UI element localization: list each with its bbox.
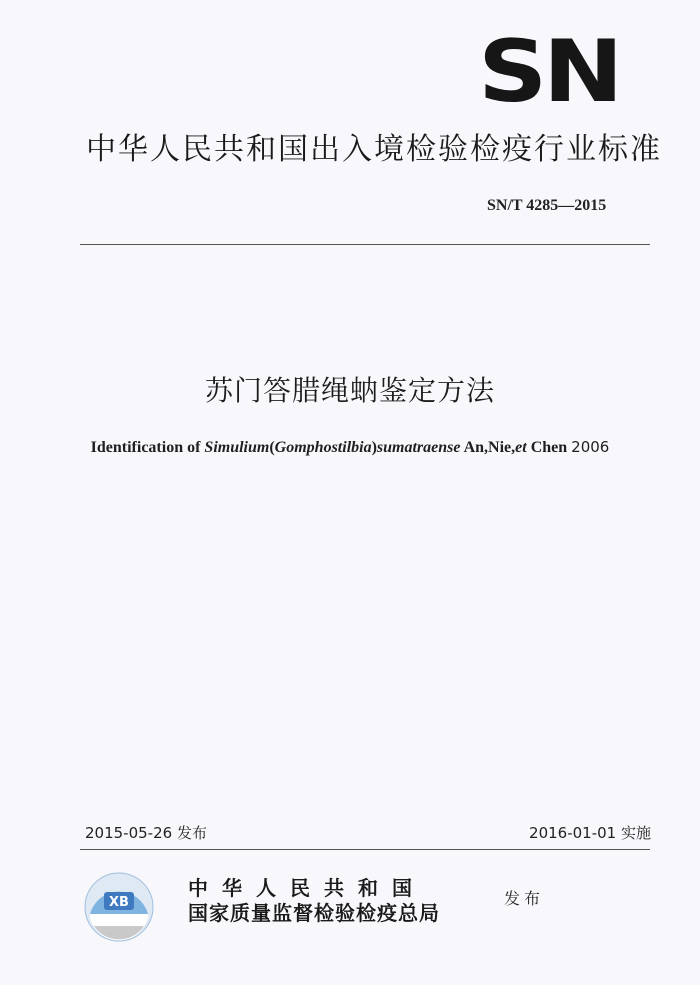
- title-en-genus: Simulium: [204, 439, 270, 456]
- title-en-species: sumatraense: [376, 439, 461, 456]
- title-en-paren-open: (: [269, 439, 275, 456]
- sn-logo: SN: [478, 22, 620, 122]
- footer-divider: [80, 849, 650, 850]
- title-en-authors-1: An,Nie,: [460, 439, 516, 456]
- title-en-authors-2: Chen: [526, 439, 572, 456]
- title-en-et: et: [515, 439, 527, 456]
- title-en-prefix: Identification of: [90, 439, 205, 456]
- title-en-subgenus: Gomphostilbia: [274, 439, 372, 456]
- document-title-cn: 苏门答腊绳蚋鉴定方法: [204, 374, 495, 407]
- document-title-en: [0, 436, 700, 459]
- date-row: [85, 822, 651, 844]
- issuer-agency: 国家质量监督检验检疫总局: [188, 901, 440, 925]
- svg-text:XB: XB: [109, 895, 129, 910]
- publish-label: 发布: [504, 889, 545, 908]
- header-divider: [80, 244, 650, 245]
- issuer-country: 中华人民共和国: [188, 876, 426, 900]
- title-en-paren-close: ): [371, 439, 377, 456]
- anti-counterfeit-seal-icon: [84, 872, 154, 942]
- standard-number: SN/T 4285—2015: [487, 197, 607, 214]
- issuer-block: [188, 876, 488, 926]
- implementation-date: 2016-01-01 实施: [529, 824, 651, 842]
- issue-date: 2015-05-26 发布: [85, 824, 207, 842]
- title-en-year: 2006: [571, 438, 610, 456]
- organization-title: 中华人民共和国出入境检验检疫行业标准: [86, 132, 662, 167]
